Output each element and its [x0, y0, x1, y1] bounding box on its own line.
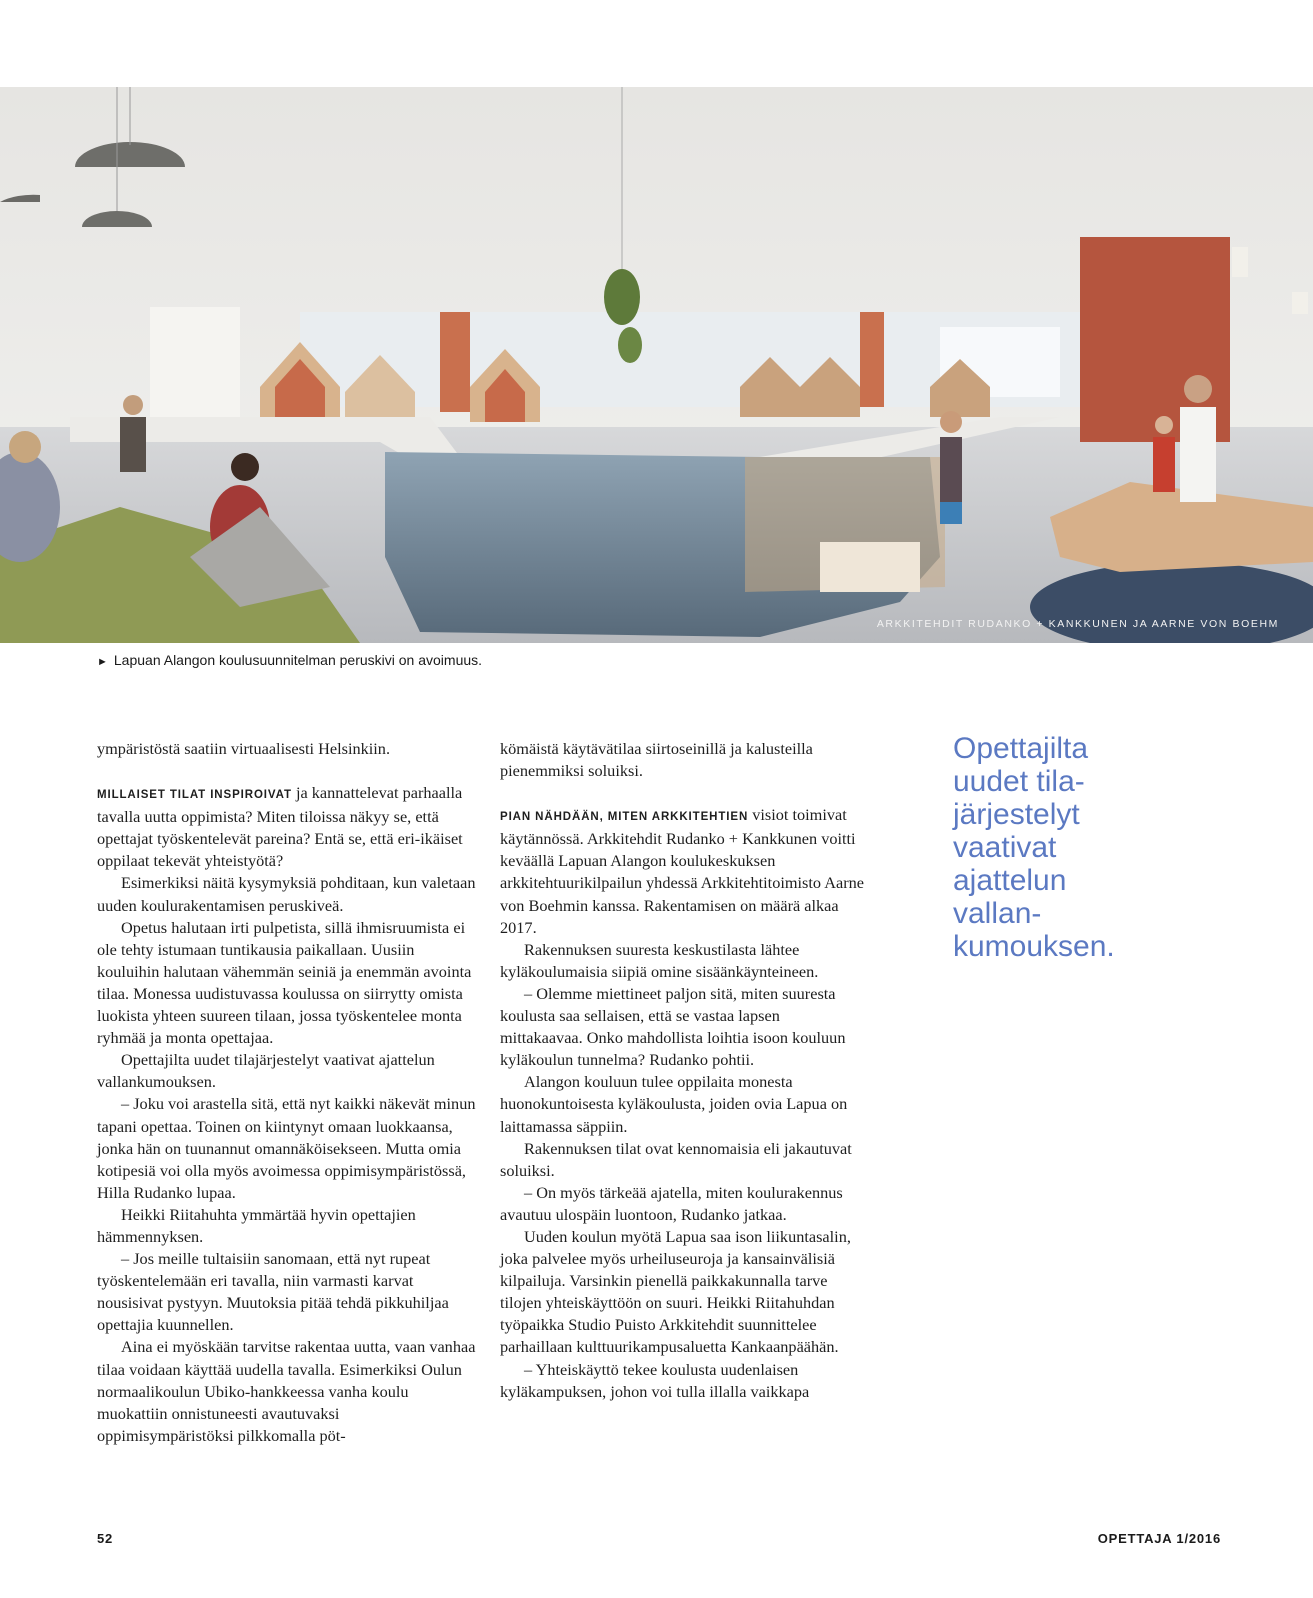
paragraph-gap [500, 782, 865, 804]
caption-text: Lapuan Alangon koulusuunnitelman peruskivi on avoimuus. [113, 652, 483, 668]
hero-photo [0, 87, 1313, 643]
paragraph-text: ympäristöstä saatiin virtuaalisesti Helsinkiin. [97, 739, 391, 758]
paragraph-text: – Olemme miettineet paljon sitä, miten suuresta koulusta saa sellaisen, että se vastaa lapsen mittakaavaa. Onko mahdollista loihtia isoon kouluun kyläkoulun tunnelma? Rudanko pohtii. [500, 983, 846, 1070]
paragraph-text: – On myös tärkeää ajatella, miten koulurakennus avautuu ulospäin luontoon, Rudanko jatkaa. [500, 1182, 843, 1224]
photo-credit: ARKKITEHDIT RUDANKO + KANKKUNEN JA AARNE VON BOEHM [876, 618, 1279, 630]
paragraph-text: kömäistä käytävätilaa siirtoseinillä ja kalusteilla pienemmiksi soluiksi. [500, 739, 813, 781]
body-paragraph [500, 1182, 865, 1226]
body-paragraph [97, 1248, 479, 1336]
paragraph-text: – Jos meille tultaisiin sanomaan, että nyt rupeat työskentelemään eri tavalla, niin varmasti karvat nousisivat pystyyn. Muutoksia pitää tehdä pikkuhiljaa opettajia kuunnellen. [97, 1249, 449, 1335]
pull-quote-line: vaativat [953, 831, 1057, 864]
paragraph-text: Aina ei myöskään tarvitse rakentaa uutta, vaan vanhaa tilaa voidaan käyttää uudella tavalla. Esimerkiksi Oulun normaalikoulun Ubiko-hankkeessa vanha koulu muokattiin onnistuneesti avautuvaksi oppimisympäristöksi pilkkomalla pöt- [97, 1337, 476, 1445]
body-paragraph [97, 1336, 479, 1446]
body-paragraph [500, 1071, 865, 1137]
paragraph-text: Esimerkiksi näitä kysymyksiä pohditaan, kun valetaan uuden koulurakentamisen peruskiveä. [97, 873, 476, 915]
pull-quote-line: järjestelyt [953, 798, 1080, 831]
body-paragraph [500, 738, 865, 782]
article-column-1 [97, 738, 479, 1447]
paragraph-text: visiot toimivat käytännössä. Arkkitehdit Rudanko + Kankkunen voitti keväällä Lapuan Alangon koulukeskuksen arkkitehtuurikilpailun yhdessä Arkkitehtitoimisto Aarne von Boehmin kanssa. Rakentamisen on määrä alkaa 2017. [500, 805, 865, 937]
body-paragraph [97, 872, 479, 916]
paragraph-text: Opettajilta uudet tilajärjestelyt vaativat ajattelun vallankumouksen. [97, 1050, 435, 1092]
photo-caption [97, 652, 482, 668]
pull-quote-line: kumouksen. [953, 930, 1115, 963]
pull-quote-line: vallan- [953, 897, 1042, 930]
paragraph-text: Rakennuksen suuresta keskustilasta lähtee kyläkoulumaisia siipiä omine sisäänkäynteineen. [500, 939, 819, 981]
body-paragraph [500, 1138, 865, 1182]
body-paragraph [97, 917, 479, 1050]
body-paragraph [97, 1093, 479, 1203]
paragraph-text: Opetus halutaan irti pulpetista, sillä ihmisruumista ei ole tehty istumaan tuntikausia paikallaan. Uusiin kouluihin halutaan vähemmän seiniä ja enemmän avointa tilaa. Monessa uudistuvassa koulussa on siirrytty omista luokista yhteen suureen tilaan, jossa työskentelee monta ryhmää ja monta opettajaa. [97, 917, 472, 1048]
paragraph-text: Rakennuksen tilat ovat kennomaisia eli jakautuvat soluiksi. [500, 1138, 852, 1180]
body-paragraph [97, 782, 479, 872]
school-interior-render [0, 87, 1313, 643]
body-paragraph [500, 983, 865, 1071]
paragraph-gap [97, 760, 479, 782]
lead-in-text: MILLAISET TILAT INSPIROIVAT [97, 789, 292, 802]
caption-marker-icon: ► [97, 656, 108, 668]
body-paragraph [500, 1226, 865, 1359]
paragraph-text: – Yhteiskäyttö tekee koulusta uudenlaisen kyläkampuksen, johon voi tulla illalla vaikkapa [500, 1359, 810, 1401]
lead-in-text: PIAN NÄHDÄÄN, MITEN ARKKITEHTIEN [500, 811, 749, 824]
paragraph-text: Alangon kouluun tulee oppilaita monesta huonokuntoisesta kyläkoulusta, joiden ovia Lapua on laittamassa säppiin. [500, 1072, 848, 1136]
pull-quote-line: ajattelun [953, 864, 1067, 897]
pull-quote-line: Opettajilta [953, 732, 1089, 765]
body-paragraph [500, 1359, 865, 1403]
body-paragraph [500, 939, 865, 983]
pull-quote [953, 732, 1193, 963]
body-paragraph [97, 738, 479, 760]
paragraph-text: Uuden koulun myötä Lapua saa ison liikuntasalin, joka palvelee myös urheiluseuroja ja kansainvälisiä kilpailuja. Varsinkin pienellä paikkakunnalla tarve tilojen yhteiskäyttöön on suuri. Heikki Riitahuhdan työpaikka Studio Puisto Arkkitehdit suunnittelee parhaillaan kulttuurikampusaluetta Kankaanpäähän. [500, 1226, 851, 1357]
paragraph-text: ja kannattelevat parhaalla tavalla uutta oppimista? Miten tiloissa näkyy se, että opettajat työskentelevät pareina? Entä se, että eri-ikäiset oppilaat tekevät yhteistyötä? [97, 783, 463, 871]
paragraph-text: – Joku voi arastella sitä, että nyt kaikki näkevät minun tapani opettaa. Toinen on kiintynyt omaan luokkaansa, jonka hän on tuunannut omannäköisekseen. Mutta omia kotipesiä voi olla myös avoimessa oppimisympäristössä, Hilla Rudanko lupaa. [97, 1094, 476, 1202]
paragraph-text: Heikki Riitahuhta ymmärtää hyvin opettajien hämmennyksen. [97, 1204, 416, 1246]
publication-name: OPETTAJA 1/2016 [1097, 1531, 1221, 1546]
body-paragraph [97, 1204, 479, 1248]
pull-quote-line: uudet tila- [953, 765, 1085, 798]
body-paragraph [500, 804, 865, 939]
article-column-2 [500, 738, 865, 1403]
body-paragraph [97, 1049, 479, 1093]
page-number: 52 [97, 1531, 114, 1546]
